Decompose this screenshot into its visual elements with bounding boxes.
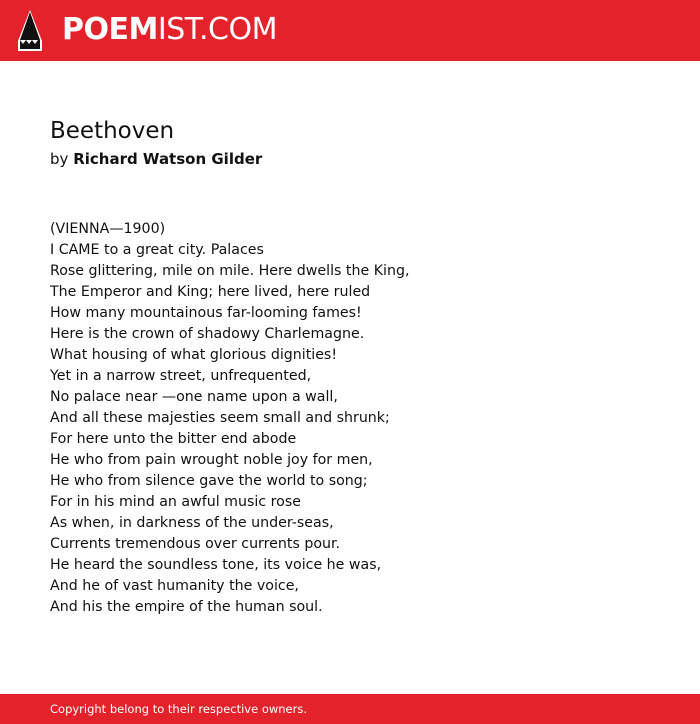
poem-line: Here is the crown of shadowy Charlemagne. (50, 326, 365, 342)
poem-title: Beethoven (50, 118, 175, 144)
poem-line: Currents tremendous over currents pour. (50, 536, 341, 552)
poem-byline (50, 149, 262, 169)
poem-line: For in his mind an awful music rose (50, 494, 301, 510)
poem-line: I CAME to a great city. Palaces (50, 242, 264, 258)
poem-line: And his the empire of the human soul. (50, 599, 323, 615)
by-label: by (50, 150, 69, 168)
poem-line: The Emperor and King; here lived, here ruled (50, 284, 371, 300)
poem-line: As when, in darkness of the under-seas, (50, 515, 334, 531)
copyright-text: Copyright belong to their respective owners. (50, 702, 308, 716)
poem-line: Yet in a narrow street, unfrequented, (50, 368, 312, 384)
poem-line: He heard the soundless tone, its voice he was, (50, 557, 382, 573)
brand-bold: POEM (62, 12, 158, 47)
poem-body (50, 219, 409, 618)
poem-line: No palace near —one name upon a wall, (50, 389, 338, 405)
poem-line: He who from pain wrought noble joy for men, (50, 452, 373, 468)
brand-light: IST.COM (157, 12, 277, 47)
site-header (0, 0, 700, 61)
poem-line: How many mountainous far-looming fames! (50, 305, 362, 321)
poem-line: He who from silence gave the world to song; (50, 473, 368, 489)
site-footer (0, 694, 700, 724)
author-name: Richard Watson Gilder (73, 150, 263, 168)
pencil-icon[interactable] (18, 10, 42, 51)
poem-line: What housing of what glorious dignities! (50, 347, 338, 363)
poem-line: And he of vast humanity the voice, (50, 578, 299, 594)
site-logo-link[interactable] (62, 12, 277, 48)
poem-line: And all these majesties seem small and shrunk; (50, 410, 390, 426)
poem-line: For here unto the bitter end abode (50, 431, 297, 447)
poem-line: Rose glittering, mile on mile. Here dwells the King, (50, 263, 410, 279)
poem-line: (VIENNA—1900) (50, 221, 166, 237)
